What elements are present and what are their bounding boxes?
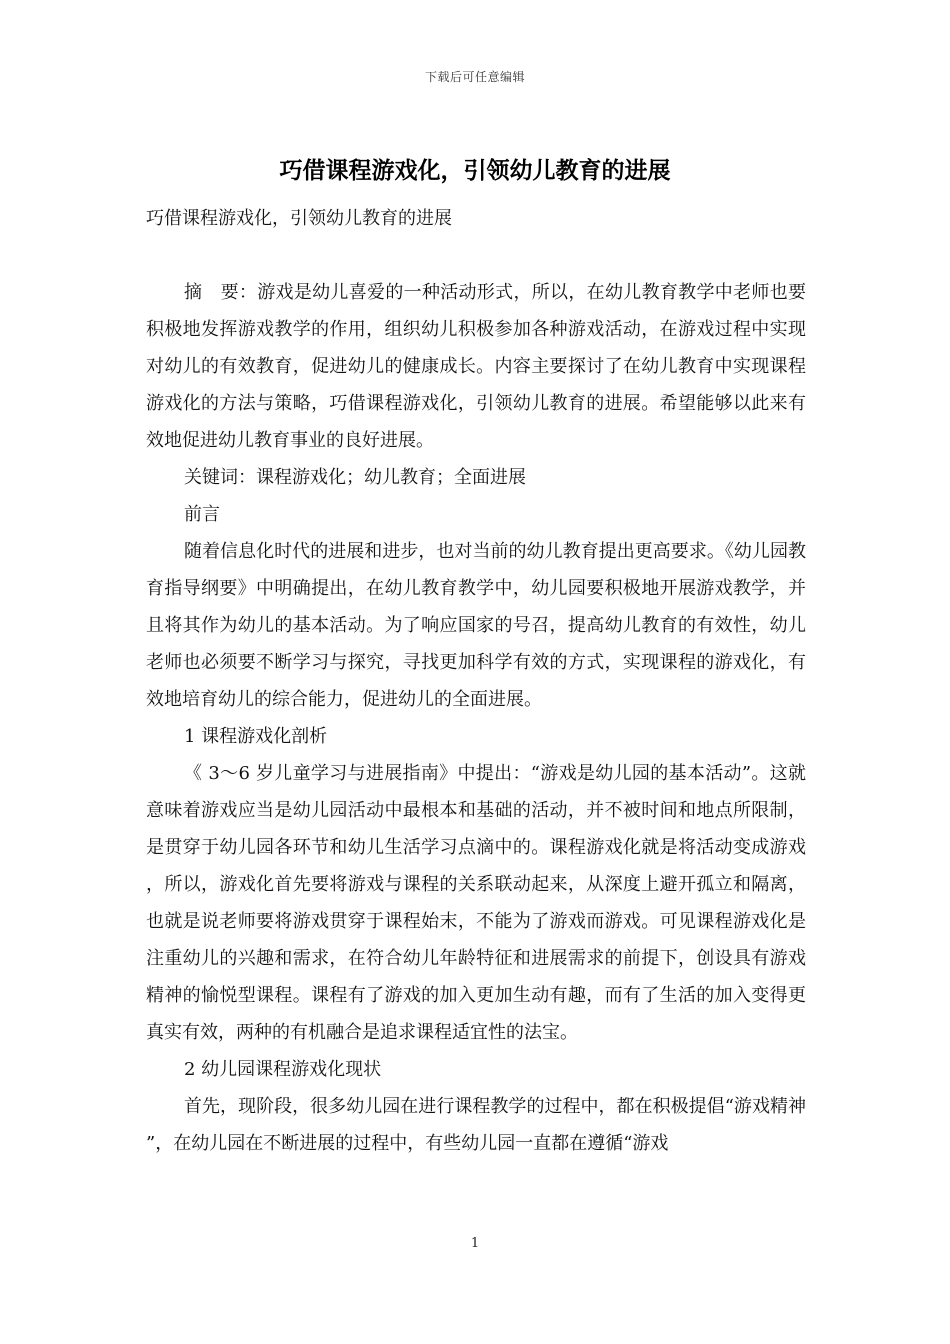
preface-paragraph: 随着信息化时代的进展和进步，也对当前的幼儿教育提出更高要求。《幼儿园教育指导纲要》中明确提出，在幼儿教育教学中，幼儿园要积极地开展游戏教学，并且将其作为幼儿的基本活动。为了响应国家的号召，提高幼儿教育的有效性，幼儿老师也必须要不断学习与探究，寻找更加科学有效的方式，实现课程的游戏化，有效地培育幼儿的综合能力，促进幼儿的全面进展。 (146, 541, 806, 710)
preface-heading: 前言 (184, 504, 220, 525)
header-note: 下载后可任意编辑 (424, 70, 525, 84)
page-number: 1 (470, 1236, 480, 1251)
section2-heading: 2 幼儿园课程游戏化现状 (184, 1059, 382, 1080)
abstract-paragraph: 摘 要：游戏是幼儿喜爱的一种活动形式，所以，在幼儿教育教学中老师也要积极地发挥游戏教学的作用，组织幼儿积极参加各种游戏活动，在游戏过程中实现对幼儿的有效教育，促进幼儿的健康成长。内容主要探讨了在幼儿教育中实现课程游戏化的方法与策略，巧借课程游戏化，引领幼儿教育的进展。希望能够以此来有效地促进幼儿教育事业的良好进展。 (146, 282, 806, 451)
keywords-line: 关键词：课程游戏化；幼儿教育；全面进展 (184, 467, 526, 488)
section1-paragraph: 《 3～6 岁儿童学习与进展指南》中提出：“游戏是幼儿园的基本活动”。这就意味着游戏应当是幼儿园活动中最根本和基础的活动，并不被时间和地点所限制，是贯穿于幼儿园各环节和幼儿生活学习点滴中的。课程游戏化就是将活动变成游戏，所以，游戏化首先要将游戏与课程的关系联动起来，从深度上避开孤立和隔离，也就是说老师要将游戏贯穿于课程始末，不能为了游戏而游戏。可见课程游戏化是注重幼儿的兴趣和需求，在符合幼儿年龄特征和进展需求的前提下，创设具有游戏精神的愉悦型课程。课程有了游戏的加入更加生动有趣，而有了生活的加入变得更真实有效，两种的有机融合是追求课程适宜性的法宝。 (146, 763, 806, 1043)
document-subtitle: 巧借课程游戏化，引领幼儿教育的进展 (146, 208, 452, 229)
section2-paragraph: 首先，现阶段，很多幼儿园在进行课程教学的过程中，都在积极提倡“游戏精神”，在幼儿园在不断进展的过程中，有些幼儿园一直都在遵循“游戏 (146, 1096, 806, 1154)
document-body (146, 200, 806, 1162)
document-title: 巧借课程游戏化，引领幼儿教育的进展 (279, 158, 671, 184)
section1-heading: 1 课程游戏化剖析 (184, 726, 328, 747)
